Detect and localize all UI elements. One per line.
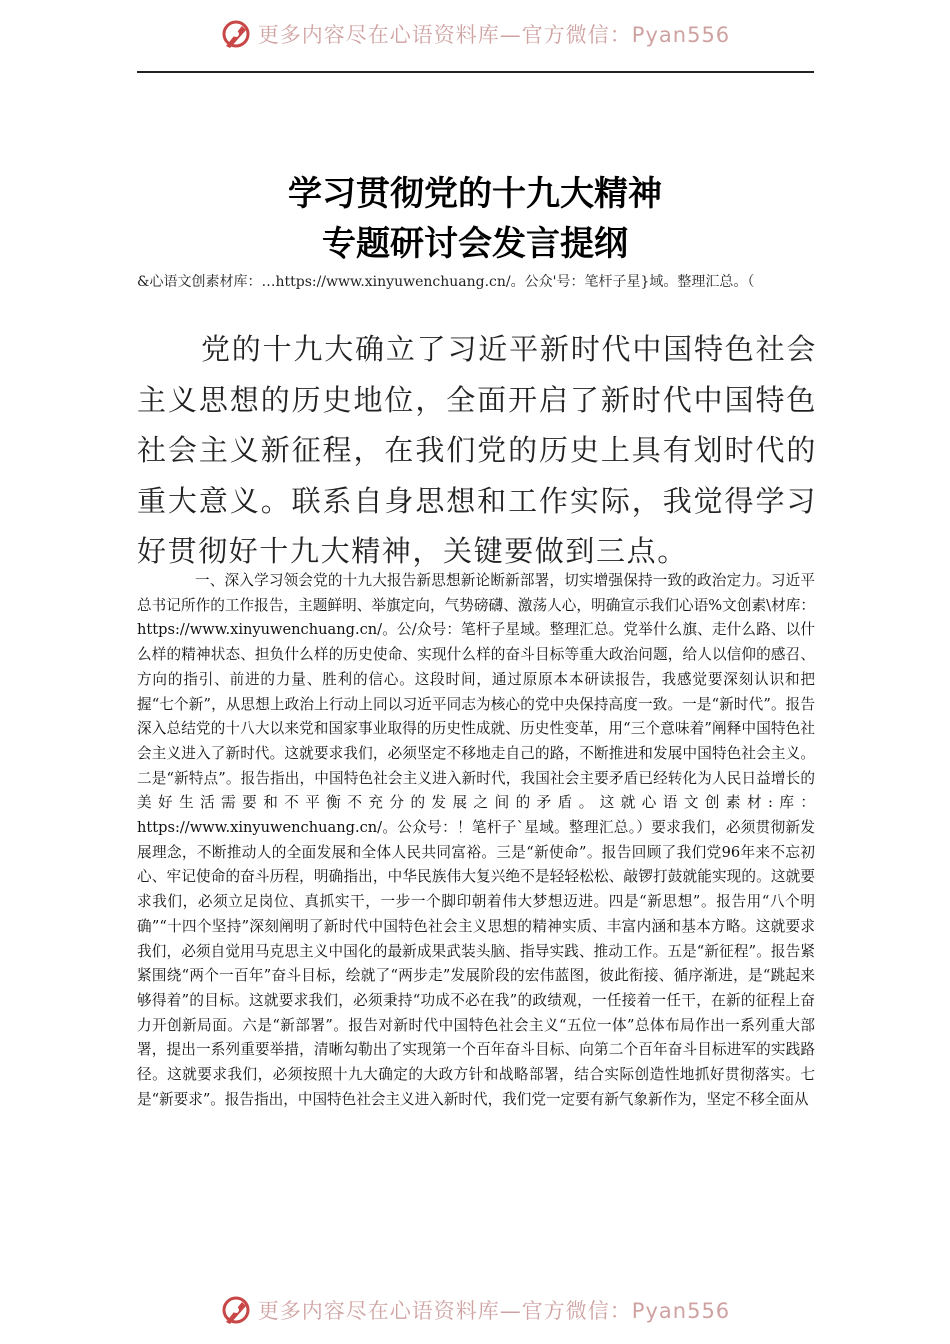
lead-paragraph: 党的十九大确立了习近平新时代中国特色社会主义思想的历史地位，全面开启了新时代中国特色社会主义新征程，在我们党的历史上具有划时代的重大意义。联系自身思想和工作实际，我觉得学习好贯彻好十九大精神，关键要做到三点。 bbox=[137, 332, 817, 568]
watermark-text: 更多内容尽在心语资料库—官方微信：Pyan556 bbox=[257, 23, 731, 47]
source-note: &心语文创素材库：…https://www.xinyuwenchuang.cn/。公众'号：笔杆子星}域。整理汇总。（ bbox=[137, 274, 755, 290]
pen-logo-icon bbox=[220, 1294, 252, 1326]
pen-logo-icon bbox=[220, 18, 252, 50]
watermark-footer bbox=[0, 1290, 950, 1330]
document-title-line2: 专题研讨会发言提纲 bbox=[322, 224, 628, 264]
header-divider bbox=[137, 71, 814, 73]
watermark-header bbox=[0, 14, 950, 54]
document-title-line1: 学习贯彻党的十九大精神 bbox=[288, 174, 662, 214]
watermark-text: 更多内容尽在心语资料库—官方微信：Pyan556 bbox=[257, 1299, 731, 1323]
body-paragraph: 一、深入学习领会党的十九大报告新思想新论断新部署，切实增强保持一致的政治定力。习近平总书记所作的工作报告，主题鲜明、举旗定向，气势磅礴、激荡人心，明确宣示我们心语%文创素\材库：https://www.xinyuwenchuang.cn/。公/众号：笔杆子星域。整理汇总。党举什么旗、走什么路、以什么样的精神状态、担负什么样的历史使命、实现什么样的奋斗目标等重大政治问题，给人以信仰的感召、方向的指引、前进的力量、胜利的信心。这段时间，通过原原本本研读报告，我感觉要深刻认识和把握“七个新”，从思想上政治上行动上同以习近平同志为核心的党中央保持高度一致。一是“新时代”。报告深入总结党的十八大以来党和国家事业取得的历史性成就、历史性变革，用“三个意味着”阐释中国特色社会主义进入了新时代。这就要求我们，必须坚定不移地走自己的路，不断推进和发展中国特色社会主义。二是“新特点”。报告指出，中国特色社会主义进入新时代，我国社会主要矛盾已经转化为人民日益增长的美好生活需要和不平衡不充分的发展之间的矛盾。这就心语文创素材:库：https://www.xinyuwenchuang.cn/。公众号：！笔杆子`星域。整理汇总。）要求我们，必须贯彻新发展理念，不断推动人的全面发展和全体人民共同富裕。三是“新使命”。报告回顾了我们党96年来不忘初心、牢记使命的奋斗历程，明确指出，中华民族伟大复兴绝不是轻轻松松、敲锣打鼓就能实现的。这就要求我们，必须立足岗位、真抓实干，一步一个脚印朝着伟大梦想迈进。四是“新思想”。报告用“八个明确”“十四个坚持”深刻阐明了新时代中国特色社会主义思想的精神实质、丰富内涵和基本方略。这就要求我们，必须自觉用马克思主义中国化的最新成果武装头脑、指导实践、推动工作。五是“新征程”。报告紧紧围绕“两个一百年”奋斗目标，绘就了“两步走”发展阶段的宏伟蓝图，彼此衔接、循序渐进，是“跳起来够得着”的目标。这就要求我们，必须秉持“功成不必在我”的政绩观，一任接着一任干，在新的征程上奋力开创新局面。六是“新部署”。报告对新时代中国特色社会主义“五位一体”总体布局作出一系列重大部署，提出一系列重要举措，清晰勾勒出了实现第一个百年奋斗目标、向第二个百年奋斗目标进军的实践路径。这就要求我们，必须按照十九大确定的大政方针和战略部署，结合实际创造性地抓好贯彻落实。七是“新要求”。报告指出，中国特色社会主义进入新时代，我们党一定要有新气象新作为，坚定不移全面从 bbox=[137, 572, 815, 1108]
